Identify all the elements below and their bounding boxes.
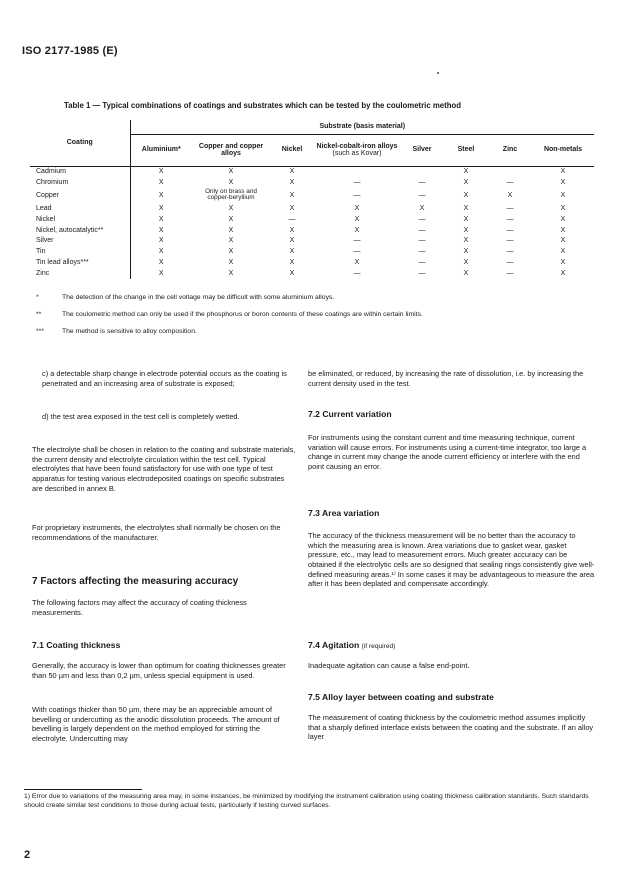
table-row-coating: Lead [30, 203, 130, 214]
table-cell: — [506, 248, 514, 256]
table-row [30, 203, 594, 214]
table-cell: X [158, 237, 164, 245]
document-code: ISO 2177-1985 (E) [22, 45, 118, 57]
table-cell: X [289, 270, 295, 278]
table-cell: X [228, 226, 234, 234]
table-note-text: The coulometric method can only be used if the phosphorus or boron contents of these coatings are within certain limits. [62, 311, 423, 318]
col-header-silver: Silver [400, 134, 444, 166]
section-7-1-paragraph-2: With coatings thicker than 50 µm, there may be an appreciable amount of bevelling or undercutting as the anodic dissolution proceeds. The amount of bevelling is largely dependent on the method employed for stirring the electrolyte. Undercutting may [32, 705, 280, 743]
table-row [30, 214, 594, 225]
substrate-group-header: Substrate (basis material) [130, 120, 594, 134]
table-row [30, 225, 594, 236]
table-cell: X [560, 178, 566, 186]
section-7-5-paragraph: The measurement of coating thickness by the coulometric method assumes implicitly that a sharply defined interface exists between the coating and the substrate. If an alloy layer [308, 713, 594, 742]
table-cell: X [463, 248, 469, 256]
table-cell: X [354, 259, 360, 267]
table-cell: X [507, 191, 513, 199]
table-row [30, 188, 594, 203]
table-cell: X [158, 178, 164, 186]
scan-speck [437, 72, 439, 74]
table-cell: X [158, 248, 164, 256]
coating-substrate-table [30, 120, 594, 279]
page-number: 2 [24, 849, 31, 861]
table-row-coating: Cadmium [30, 166, 130, 177]
table-cell: — [418, 178, 426, 186]
col-header-steel: Steel [444, 134, 488, 166]
col-header-zinc: Zinc [488, 134, 532, 166]
table-cell: X [228, 215, 234, 223]
section-7-4-heading [308, 640, 596, 652]
table-cell: X [228, 237, 234, 245]
table-cell: X [463, 259, 469, 267]
table-cell: X [560, 248, 566, 256]
table-cell [400, 166, 444, 177]
table-cell: — [506, 226, 514, 234]
col-header-nickel-cobalt-iron [314, 134, 400, 166]
table-row [30, 177, 594, 188]
table-cell: — [353, 270, 361, 278]
table-cell: X [354, 226, 360, 234]
section-7-3-paragraph: The accuracy of the thickness measurement will be no better than the accuracy to which the measuring area is known. Area variations due to gasket wear, gasket pressure, etc., may lead to measurement errors. Much greater accuracy can be obtained if the electrolytic cells are so designed that sealing rings consistently give well-defined measuring areas.¹⁾ In some cases it may be advantageous to measure the area after it has been deplated and compensate accordingly. [308, 531, 595, 589]
table-cell: X [560, 259, 566, 267]
section-7-2-paragraph: For instruments using the constant current and time measuring technique, current variation will cause errors. For instruments using a current-time integrator, too large a change in current may change the anode current efficiency or interfere with the end point causing an error. [308, 433, 587, 471]
table-cell: X [463, 226, 469, 234]
table-cell: X [158, 270, 164, 278]
table-cell: X [158, 215, 164, 223]
table-cell: — [418, 215, 426, 223]
table-note-text: The method is sensitive to alloy composition. [62, 328, 197, 335]
paragraph-electrolyte: The electrolyte shall be chosen in relation to the coating and substrate materials, the current density and electrolyte circulation within the test cell. Typical electrolytes that have been found satisfactory for use with one type of test apparatus for testing various electrodeposited coatings on specific substrates are described in annex B. [32, 445, 296, 493]
table-cell: — [506, 215, 514, 223]
table-cell: X [158, 259, 164, 267]
table-cell: X [560, 215, 566, 223]
table-cell: X [419, 204, 425, 212]
table-cell: — [353, 237, 361, 245]
table-cell: — [418, 191, 426, 199]
table-note-mark: ** [36, 311, 42, 318]
table-cell: X [463, 168, 469, 176]
table-cell: — [418, 270, 426, 278]
table-row-coating: Tin lead alloys*** [30, 257, 130, 268]
section-7-2-heading: 7.2 Current variation [308, 409, 392, 419]
table-row [30, 257, 594, 268]
table-cell: X [560, 204, 566, 212]
footnote-rule [24, 789, 142, 790]
table-cell: X [158, 204, 164, 212]
table-cell [488, 166, 532, 177]
footnote: 1) Error due to variations of the measuring area may, in some instances, be minimized by modifying the instrument calibration using coating thickness calibration standards. Such standards should create similar test conditions to those during actual tests, particularly if testing curved surfaces. [24, 793, 589, 810]
table-cell: X [560, 226, 566, 234]
table-cell: X [289, 248, 295, 256]
table-cell: X [228, 248, 234, 256]
table-cell: X [158, 168, 164, 176]
section-7-4-paragraph: Inadequate agitation can cause a false end-point. [308, 661, 470, 670]
table-cell: — [418, 237, 426, 245]
table-row-coating: Nickel, autocatalytic** [30, 225, 130, 236]
paragraph-continued: be eliminated, or reduced, by increasing the rate of dissolution, i.e. by increasing the current density used in the test. [308, 369, 584, 388]
table-cell: X [560, 237, 566, 245]
list-item-c: c) a detectable sharp change in electrode potential occurs as the coating is penetrated and an increasing area of substrate is exposed; [42, 369, 287, 388]
table-cell: X [289, 237, 295, 245]
table-cell: — [506, 237, 514, 245]
section-7-4-qualifier: (if required) [361, 643, 396, 650]
table-cell: X [560, 168, 566, 176]
col-header-copper: Copper and copper alloys [192, 134, 270, 166]
table-row [30, 166, 594, 177]
col-header-non-metals: Non-metals [532, 134, 594, 166]
table-note-mark: *** [36, 328, 44, 335]
table-cell: X [463, 270, 469, 278]
table-row [30, 235, 594, 246]
section-7-1-paragraph-1: Generally, the accuracy is lower than optimum for coating thicknesses greater than 50 µm and less than 0,2 µm, unless special equipment is used. [32, 661, 286, 680]
table-note-3 [36, 328, 596, 337]
table-row-coating: Chromium [30, 177, 130, 188]
table-cell: X [228, 270, 234, 278]
section-7-5-heading: 7.5 Alloy layer between coating and substrate [308, 692, 494, 702]
table-note-1 [36, 294, 596, 303]
table-cell: — [506, 178, 514, 186]
table-cell: — [418, 226, 426, 234]
table-note-2 [36, 311, 596, 320]
table-cell: X [289, 204, 295, 212]
table-cell: X [463, 237, 469, 245]
table-row-coating: Nickel [30, 214, 130, 225]
paragraph-proprietary: For proprietary instruments, the electrolytes shall normally be chosen on the recommendations of the manufacturer. [32, 523, 281, 542]
table-cell: — [418, 248, 426, 256]
table-cell: X [354, 204, 360, 212]
table-cell: X [228, 178, 234, 186]
col-header-kovar-note: (such as Kovar) [332, 150, 382, 157]
table-cell: — [353, 178, 361, 186]
table-cell: — [353, 248, 361, 256]
table-row-coating: Zinc [30, 268, 130, 279]
table-cell: X [289, 168, 295, 176]
table-row [30, 268, 594, 279]
table-cell: X [463, 178, 469, 186]
col-header-nickel-cobalt-iron-label: Nickel-cobalt-iron alloys [316, 142, 398, 150]
table-cell: — [353, 191, 361, 199]
table-row-coating: Tin [30, 246, 130, 257]
list-item-d: d) the test area exposed in the test cell is completely wetted. [42, 412, 240, 421]
table-cell: X [158, 226, 164, 234]
col-header-aluminium: Aluminium* [130, 134, 192, 166]
table-cell: X [228, 204, 234, 212]
table-cell: — [506, 259, 514, 267]
table-note-mark: * [36, 294, 39, 301]
table-caption: Table 1 — Typical combinations of coatings and substrates which can be tested by the coulometric method [64, 101, 461, 110]
table-cell: — [288, 215, 296, 223]
table-cell: X [289, 226, 295, 234]
table-row-coating: Silver [30, 235, 130, 246]
table-cell: X [289, 259, 295, 267]
table-cell: — [506, 204, 514, 212]
table-cell: X [289, 191, 295, 199]
section-7-3-heading: 7.3 Area variation [308, 508, 380, 518]
section-7-heading: 7 Factors affecting the measuring accuracy [32, 576, 239, 587]
col-header-nickel: Nickel [270, 134, 314, 166]
table-body [30, 166, 594, 279]
table-row [30, 246, 594, 257]
table-cell [314, 166, 400, 177]
section-7-intro: The following factors may affect the accuracy of coating thickness measurements. [32, 598, 247, 617]
coating-column-header: Coating [30, 120, 130, 166]
table-cell: — [506, 270, 514, 278]
table-note-text: The detection of the change in the cell voltage may be difficult with some aluminium alloys. [62, 294, 335, 301]
section-7-4-title: 7.4 Agitation [308, 640, 360, 650]
table-cell: X [463, 215, 469, 223]
table-cell: Only on brass and copper-beryllium [205, 187, 257, 202]
table-cell: X [158, 191, 164, 199]
table-cell: X [560, 191, 566, 199]
table-cell: — [418, 259, 426, 267]
table-row-coating: Copper [30, 188, 130, 203]
table-cell: X [463, 204, 469, 212]
table-cell: X [354, 215, 360, 223]
table-cell: X [228, 259, 234, 267]
table-cell: X [560, 270, 566, 278]
section-7-1-heading: 7.1 Coating thickness [32, 640, 121, 650]
table-cell: X [228, 168, 234, 176]
table-cell: X [289, 178, 295, 186]
table-cell: X [463, 191, 469, 199]
